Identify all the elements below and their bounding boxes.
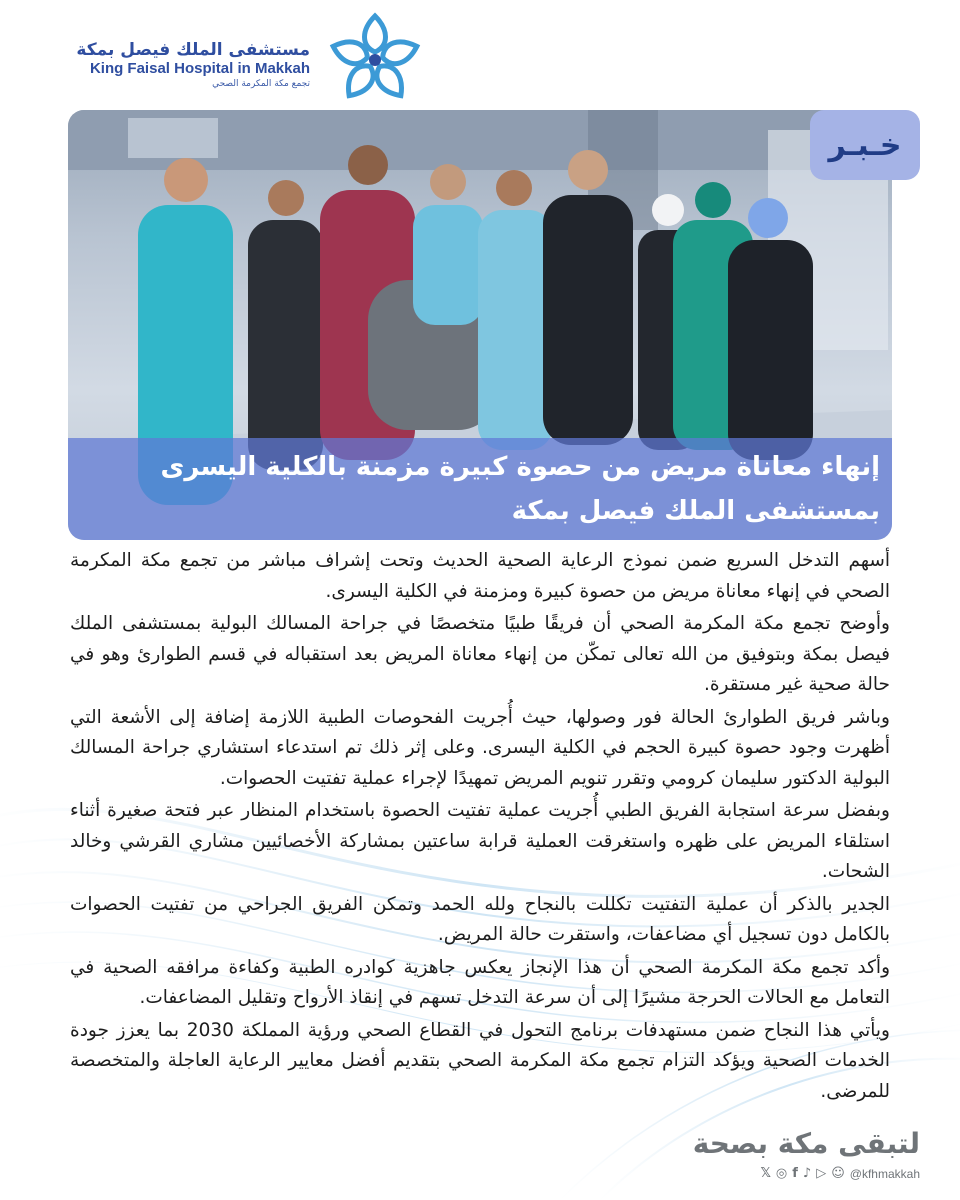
article-paragraph: وأوضح تجمع مكة المكرمة الصحي أن فريقًا طبيًا متخصصًا في جراحة المسالك البولية بمستشفى الملك فيصل بمكة وبتوفيق من الله تعالى تمكّن من إنهاء معاناة المريض بعد استقباله في قسم الطوارئ وهو في حالة صحية غير مستقرة. (70, 613, 890, 695)
footer-slogan: لتبقى مكة بصحة (692, 1127, 920, 1160)
social-links (660, 1166, 920, 1181)
hospital-logo (76, 12, 435, 107)
logo-english-name: King Faisal Hospital in Makkah (89, 60, 310, 77)
x-icon[interactable]: 𝕏 (760, 1166, 771, 1181)
instagram-icon[interactable]: ◎ (775, 1166, 788, 1181)
news-tag-badge (810, 110, 920, 180)
article-paragraph: الجدير بالذكر أن عملية التفتيت تكللت بالنجاح ولله الحمد وتمكن الفريق الجراحي من تفتيت الحصوات بالكامل دون تسجيل أي مضاعفات، واستقرت حالة المريض. (70, 893, 890, 945)
star-logo-icon (315, 12, 435, 107)
article-paragraph: ويأتي هذا النجاح ضمن مستهدفات برنامج التحول في القطاع الصحي ورؤية المملكة 2030 بما يعزز جودة الخدمات الصحية ويؤكد التزام تجمع مكة المكرمة الصحي بتقديم أفضل معايير الرعاية العاجلة والمتخصصة للمرضى. (70, 1019, 890, 1102)
article-paragraph: أسهم التدخل السريع ضمن نموذج الرعاية الصحية الحديث وتحت إشراف مباشر من تجمع مكة المكرمة الصحي في إنهاء معاناة مريض من حصوة كبيرة ومزمنة في الكلية اليسرى. (70, 550, 890, 602)
headline-banner (68, 438, 892, 540)
social-handle[interactable]: @kfhmakkah (849, 1166, 920, 1181)
facebook-icon[interactable]: f (792, 1166, 798, 1181)
article-paragraph: وأكد تجمع مكة المكرمة الصحي أن هذا الإنجاز يعكس جاهزية كوادره الطبية وكفاءة مرافقه الصحية في التعامل مع الحالات الحرجة مشيرًا إلى أن سرعة التدخل تسهم في إنقاذ الأرواح وتقليل المضاعفات. (70, 956, 890, 1008)
footer (660, 1124, 920, 1194)
logo-arabic-name: مستشفى الملك فيصل بمكة (76, 40, 310, 60)
logo-text-block (76, 40, 310, 91)
article-body (70, 546, 890, 1109)
news-tag-label: خـبـر (828, 127, 902, 163)
article-paragraph: وبفضل سرعة استجابة الفريق الطبي أُجريت عملية تفتيت الحصوة باستخدام المنظار عبر فتحة صغيرة أثناء استلقاء المريض على ظهره واستغرقت العملية قرابة ساعتين بمشاركة الأخصائيين مشاري القرشي وخالد الشحات. (70, 800, 890, 882)
snapchat-icon[interactable]: ☺ (831, 1166, 845, 1181)
tiktok-icon[interactable]: ♪ (802, 1166, 812, 1181)
article-paragraph: وباشر فريق الطوارئ الحالة فور وصولها، حيث أُجريت الفحوصات الطبية اللازمة إضافة إلى الأشعة التي أظهرت وجود حصوة كبيرة الحجم في الكلية اليسرى. وعلى إثر ذلك تم استدعاء استشاري جراحة المسالك البولية الدكتور سليمان كرومي وتقرر تنويم المريض تمهيدًا لإجراء عملية تفتيت الحصوات. (70, 706, 890, 789)
logo-subtitle: تجمع مكة المكرمة الصحي (212, 79, 310, 89)
headline-title: إنهاء معاناة مريض من حصوة كبيرة مزمنة بالكلية اليسرى بمستشفى الملك فيصل بمكة (160, 452, 880, 526)
youtube-icon[interactable]: ▷ (816, 1166, 827, 1181)
